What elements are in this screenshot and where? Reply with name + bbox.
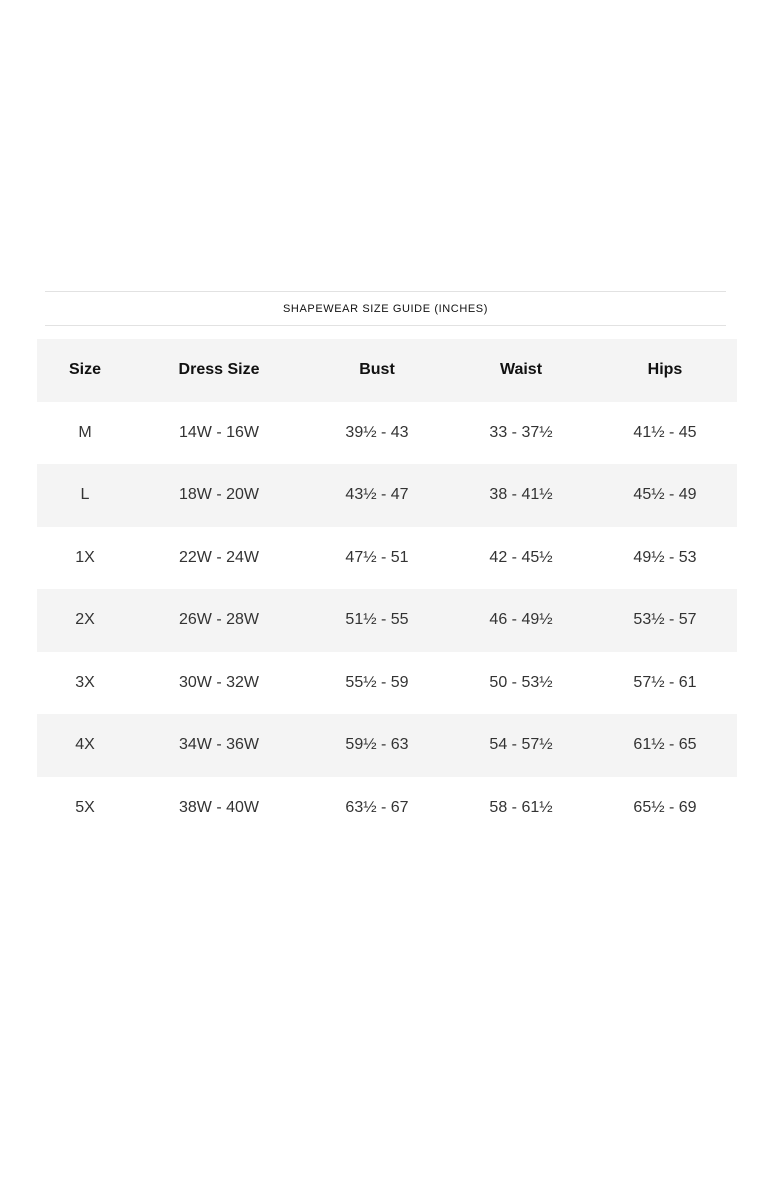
table-row <box>37 527 737 590</box>
size-guide-table <box>37 339 737 839</box>
cell-waist: 46 - 49½ <box>489 611 553 629</box>
table-row <box>37 652 737 715</box>
cell-hips: 49½ - 53 <box>633 548 697 566</box>
cell-hips: 57½ - 61 <box>633 673 697 691</box>
size-guide-title-bar <box>45 291 726 326</box>
size-guide-title: SHAPEWEAR SIZE GUIDE (INCHES) <box>282 302 489 315</box>
cell-dress-size: 22W - 24W <box>178 548 259 566</box>
cell-size: L <box>80 486 90 504</box>
cell-waist: 54 - 57½ <box>489 736 553 754</box>
cell-waist: 42 - 45½ <box>489 548 553 566</box>
cell-waist: 33 - 37½ <box>489 423 553 441</box>
header-waist: Waist <box>499 361 543 379</box>
header-bust: Bust <box>359 361 395 379</box>
cell-size: 2X <box>75 611 95 629</box>
cell-bust: 55½ - 59 <box>345 673 409 691</box>
cell-hips: 41½ - 45 <box>633 423 697 441</box>
cell-size: 1X <box>75 548 95 566</box>
table-row <box>37 464 737 527</box>
cell-size: M <box>78 423 92 441</box>
cell-bust: 59½ - 63 <box>345 736 409 754</box>
cell-bust: 39½ - 43 <box>345 423 409 441</box>
cell-bust: 63½ - 67 <box>345 798 409 816</box>
cell-dress-size: 30W - 32W <box>178 673 259 691</box>
cell-bust: 47½ - 51 <box>345 548 409 566</box>
table-row <box>37 777 737 840</box>
table-header-row <box>37 339 737 402</box>
table-row <box>37 714 737 777</box>
cell-waist: 50 - 53½ <box>489 673 553 691</box>
cell-size: 3X <box>75 673 95 691</box>
cell-dress-size: 26W - 28W <box>178 611 259 629</box>
table-row <box>37 589 737 652</box>
cell-bust: 51½ - 55 <box>345 611 409 629</box>
cell-waist: 58 - 61½ <box>489 798 553 816</box>
cell-hips: 61½ - 65 <box>633 736 697 754</box>
cell-dress-size: 18W - 20W <box>178 486 259 504</box>
cell-hips: 65½ - 69 <box>633 798 697 816</box>
cell-dress-size: 34W - 36W <box>178 736 259 754</box>
cell-hips: 53½ - 57 <box>633 611 697 629</box>
cell-dress-size: 38W - 40W <box>178 798 259 816</box>
cell-size: 4X <box>75 736 95 754</box>
cell-bust: 43½ - 47 <box>345 486 409 504</box>
cell-dress-size: 14W - 16W <box>178 423 259 441</box>
cell-waist: 38 - 41½ <box>489 486 553 504</box>
table-row <box>37 402 737 465</box>
header-dress-size: Dress Size <box>178 361 260 379</box>
header-hips: Hips <box>647 361 683 379</box>
header-size: Size <box>68 361 101 379</box>
cell-size: 5X <box>75 798 95 816</box>
cell-hips: 45½ - 49 <box>633 486 697 504</box>
